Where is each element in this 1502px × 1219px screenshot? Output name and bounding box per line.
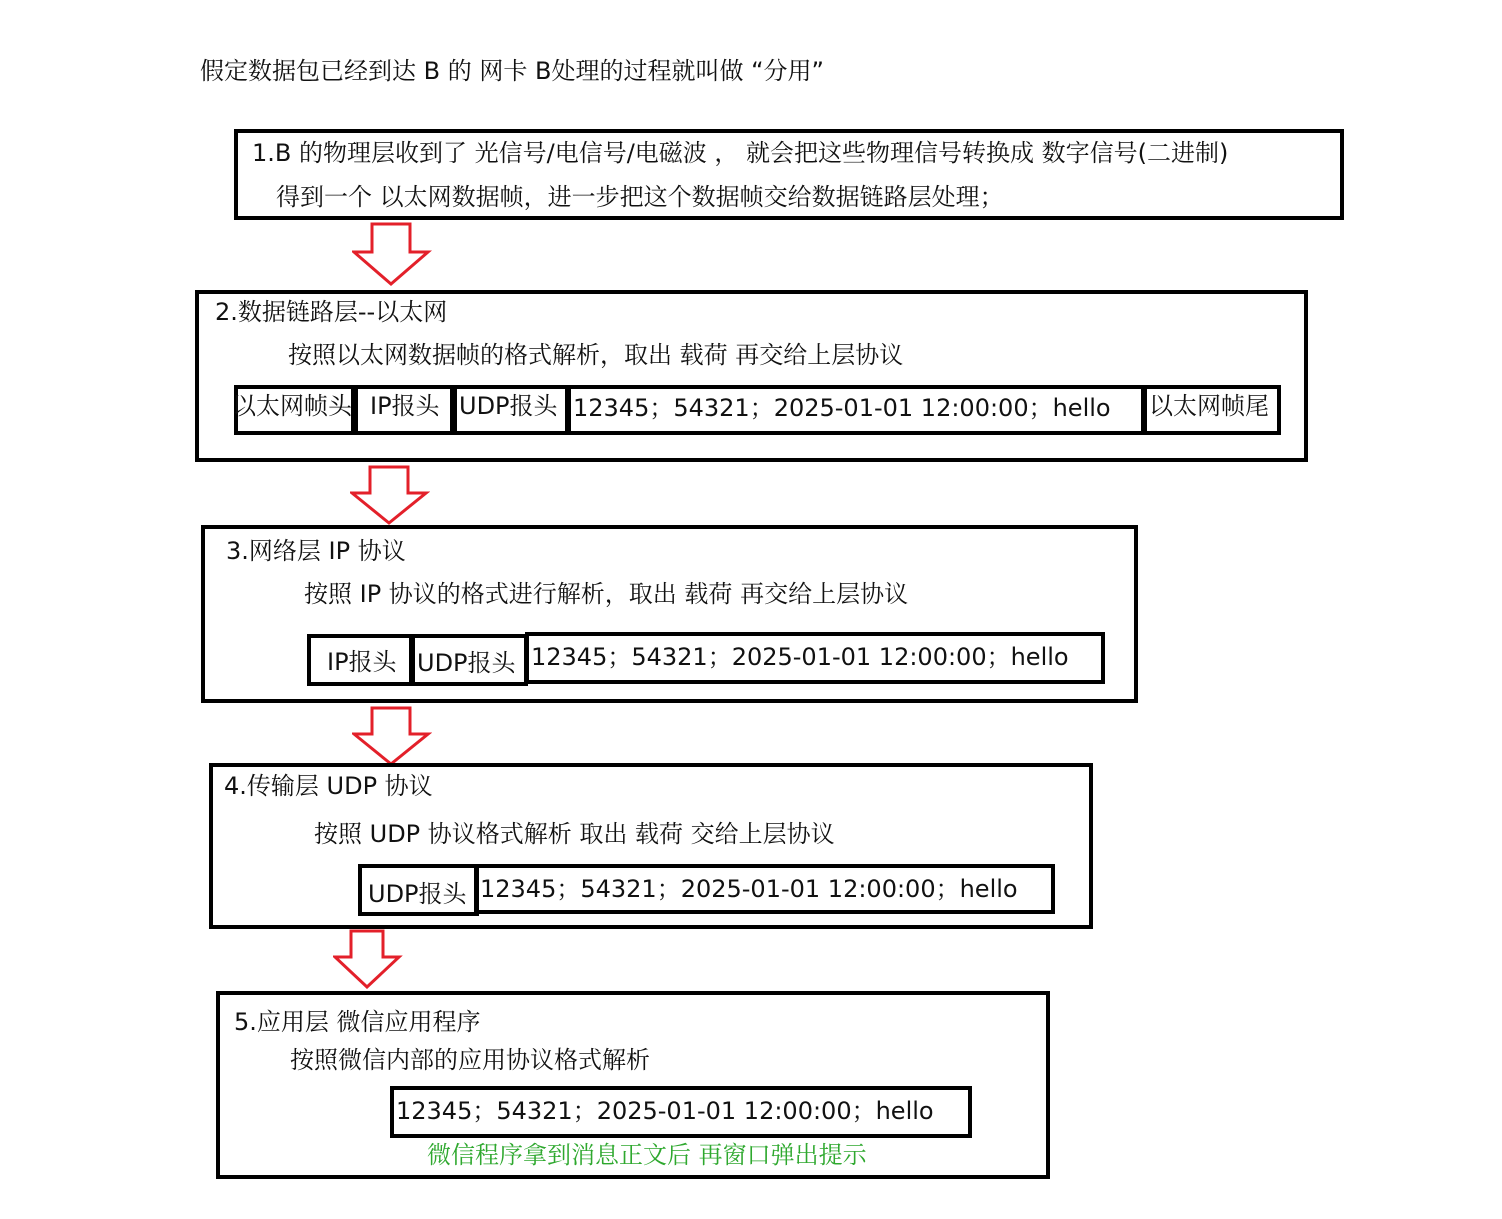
down-arrow-icon <box>352 706 432 766</box>
udp-header-cell: UDP报头 <box>453 385 569 435</box>
data-link-layer-heading: 2.数据链路层--以太网 <box>215 298 448 326</box>
payload-cell: 12345；54321；2025-01-01 12:00:00；hello <box>474 864 1055 914</box>
physical-layer-line-1: 1.B 的物理层收到了 光信号/电信号/电磁波 ， 就会把这些物理信号转换成 数字信号(二进制) <box>252 139 1229 167</box>
ip-header-cell: IP报头 <box>307 634 413 686</box>
network-layer-heading: 3.网络层 IP 协议 <box>226 537 406 565</box>
down-arrow-icon <box>333 929 403 989</box>
ethernet-trailer-cell: 以太网帧尾 <box>1143 385 1281 435</box>
down-arrow-icon <box>352 222 432 286</box>
udp-header-cell: UDP报头 <box>358 864 479 916</box>
application-layer-desc: 按照微信内部的应用协议格式解析 <box>290 1046 650 1074</box>
physical-layer-line-2: 得到一个 以太网数据帧，进一步把这个数据帧交给数据链路层处理； <box>276 183 1004 211</box>
ip-header-cell: IP报头 <box>354 385 454 435</box>
application-layer-heading: 5.应用层 微信应用程序 <box>234 1008 481 1036</box>
payload-cell: 12345；54321；2025-01-01 12:00:00；hello <box>525 632 1105 684</box>
application-layer-note: 微信程序拿到消息正文后 再窗口弹出提示 <box>427 1141 867 1169</box>
payload-cell: 12345；54321；2025-01-01 12:00:00；hello <box>567 385 1145 435</box>
network-layer-desc: 按照 IP 协议的格式进行解析，取出 载荷 再交给上层协议 <box>304 580 909 608</box>
payload-cell: 12345；54321；2025-01-01 12:00:00；hello <box>390 1086 972 1138</box>
data-link-layer-desc: 按照以太网数据帧的格式解析，取出 载荷 再交给上层协议 <box>288 341 904 369</box>
transport-layer-desc: 按照 UDP 协议格式解析 取出 载荷 交给上层协议 <box>314 820 835 848</box>
transport-layer-heading: 4.传输层 UDP 协议 <box>224 772 433 800</box>
diagram-title: 假定数据包已经到达 B 的 网卡 B处理的过程就叫做 “分用” <box>200 57 824 85</box>
down-arrow-icon <box>350 465 430 525</box>
ethernet-header-cell: 以太网帧头 <box>234 385 355 435</box>
udp-header-cell: UDP报头 <box>411 634 528 686</box>
